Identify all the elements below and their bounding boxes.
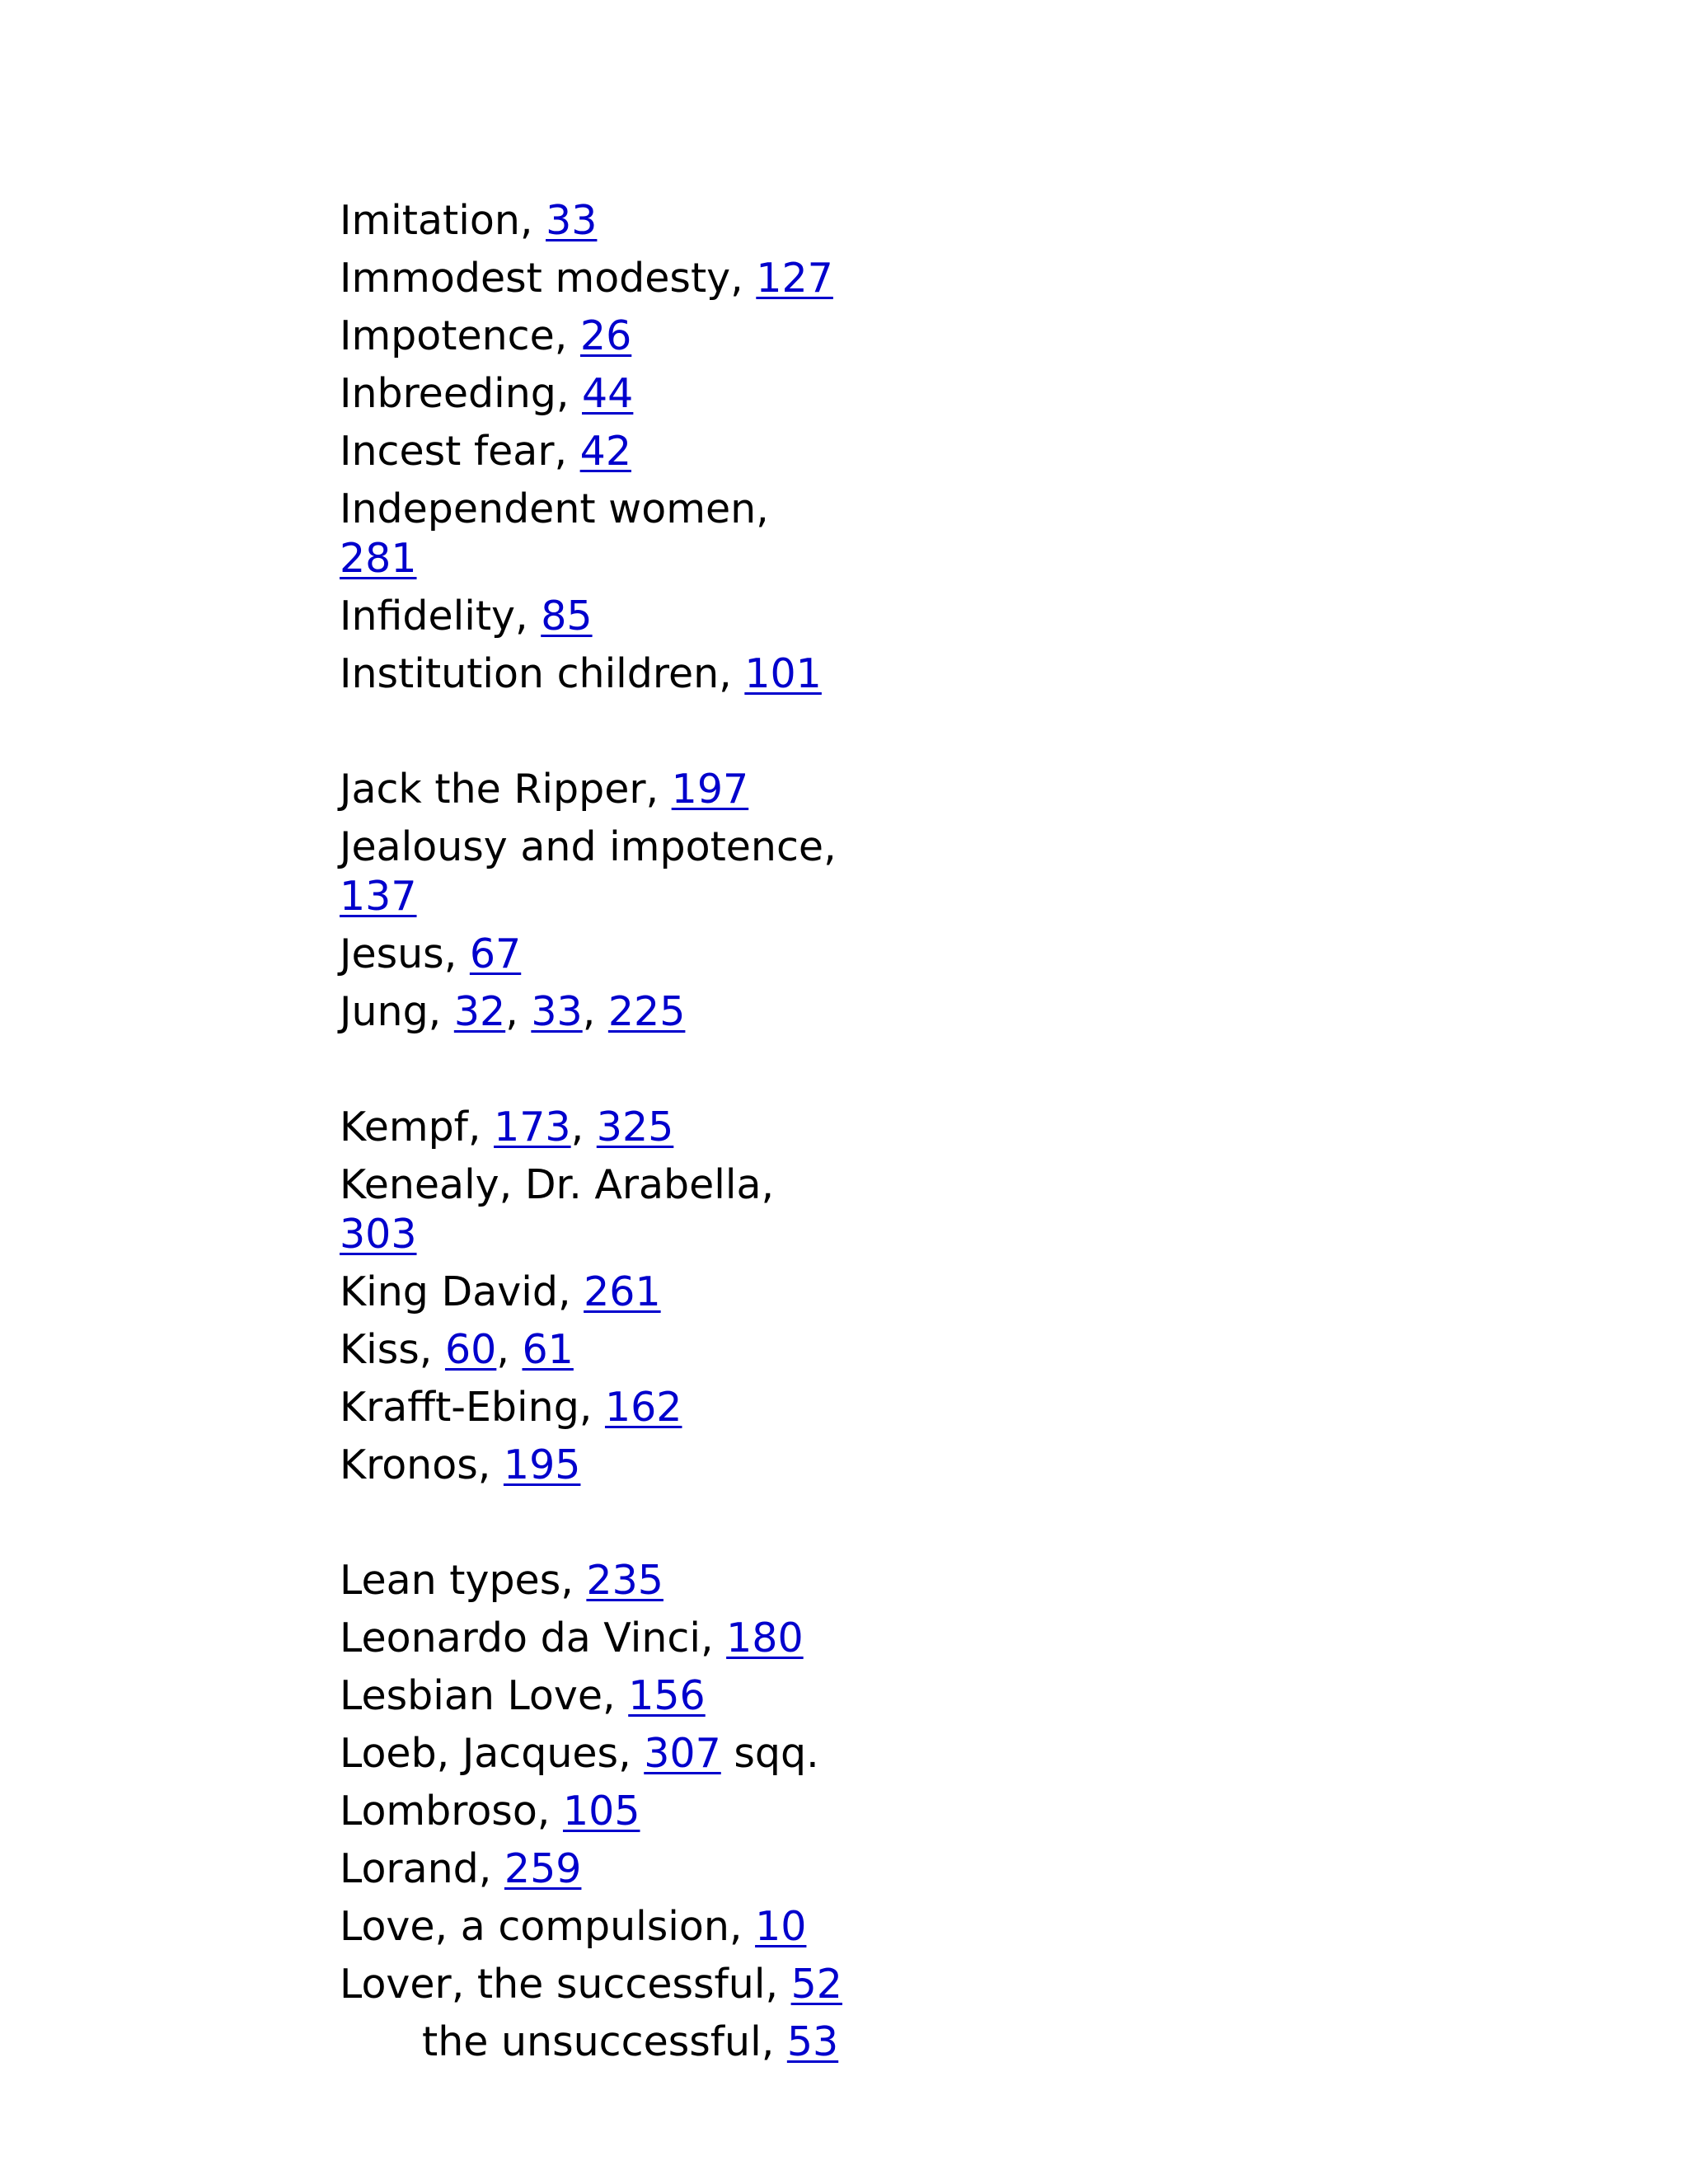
index-entry — [340, 930, 842, 979]
index-group — [340, 765, 842, 1037]
index-entry — [340, 649, 842, 699]
page-ref-link[interactable]: 101 — [744, 650, 822, 697]
index-term: Jack the Ripper, — [340, 766, 672, 813]
index-term: the unsuccessful, — [422, 2018, 787, 2065]
page-ref-link[interactable]: 156 — [628, 1672, 706, 1719]
ref-separator: , — [582, 988, 608, 1035]
ref-separator: , — [496, 1326, 523, 1373]
index-term: Jesus, — [340, 930, 470, 977]
index-term: Leonardo da Vinci, — [340, 1615, 727, 1661]
index-term: King David, — [340, 1268, 584, 1315]
index-suffix: sqq. — [720, 1730, 819, 1777]
ref-separator: , — [570, 1104, 597, 1151]
page-ref-link[interactable]: 26 — [579, 312, 632, 359]
index-entry — [340, 1729, 842, 1779]
index-entry — [340, 1671, 842, 1721]
page-ref-link[interactable]: 60 — [444, 1326, 497, 1373]
page-ref-link[interactable]: 85 — [541, 593, 593, 640]
index-entry — [340, 312, 842, 361]
index-term: Kempf, — [340, 1104, 495, 1151]
index-entry — [340, 765, 842, 814]
page-ref-link[interactable]: 61 — [522, 1326, 574, 1373]
index-term: Lesbian Love, — [340, 1672, 629, 1719]
page-ref-link[interactable]: 162 — [604, 1384, 682, 1431]
index-term: Incest fear, — [340, 428, 580, 475]
index-entry — [340, 1160, 842, 1259]
page-ref-link[interactable]: 307 — [644, 1730, 721, 1777]
page-ref-link[interactable]: 137 — [340, 873, 417, 920]
index-term: Kiss, — [340, 1326, 445, 1373]
index-entry — [340, 196, 842, 246]
page-ref-link[interactable]: 325 — [596, 1104, 674, 1151]
index-term: Lombroso, — [340, 1788, 563, 1835]
index-term: Loeb, Jacques, — [340, 1730, 645, 1777]
page-ref-link[interactable]: 173 — [494, 1104, 571, 1151]
page-ref-link[interactable]: 235 — [586, 1557, 663, 1604]
index-term: Imitation, — [340, 197, 546, 244]
index-entry — [340, 254, 842, 303]
page-ref-link[interactable]: 53 — [786, 2018, 839, 2065]
page-ref-link[interactable]: 33 — [546, 197, 598, 244]
page-ref-link[interactable]: 33 — [531, 988, 583, 1035]
index-term: Inbreeding, — [340, 370, 582, 417]
index-term: Lorand, — [340, 1845, 504, 1892]
page-ref-link[interactable]: 195 — [503, 1441, 581, 1488]
page-ref-link[interactable]: 42 — [579, 428, 631, 475]
index-term: Institution children, — [340, 650, 745, 697]
index-entry — [340, 1902, 842, 1952]
page-ref-link[interactable]: 197 — [671, 766, 749, 813]
index-entry — [340, 1614, 842, 1663]
index-group — [340, 1556, 842, 2067]
index-term: Jealousy and impotence, — [340, 823, 837, 870]
ref-separator: , — [505, 988, 532, 1035]
index-entry — [340, 1556, 842, 1605]
index-entry — [340, 1268, 842, 1317]
page-ref-link[interactable]: 225 — [607, 988, 686, 1035]
page-ref-link[interactable]: 67 — [469, 930, 522, 977]
page-ref-link[interactable]: 105 — [562, 1788, 640, 1835]
index-term: Impotence, — [340, 312, 580, 359]
index-subentry — [340, 2018, 842, 2067]
page-ref-link[interactable]: 303 — [340, 1211, 417, 1258]
index-term: Immodest modesty, — [340, 255, 757, 302]
index-entry — [340, 1787, 842, 1836]
index-entry — [340, 427, 842, 476]
index-term: Kenealy, Dr. Arabella, — [340, 1161, 775, 1208]
index-entry — [340, 1441, 842, 1490]
page-ref-link[interactable]: 127 — [756, 255, 833, 302]
index-term: Independent women, — [340, 485, 769, 532]
page-ref-link[interactable]: 261 — [584, 1268, 661, 1315]
index-entry — [340, 485, 842, 583]
index-entry — [340, 1103, 842, 1152]
index-term: Lean types, — [340, 1557, 587, 1604]
page-ref-link[interactable]: 10 — [755, 1903, 807, 1950]
index-entry — [340, 1383, 842, 1432]
page-ref-link[interactable]: 281 — [340, 535, 417, 582]
index-entry — [340, 987, 842, 1037]
index-term: Kronos, — [340, 1441, 504, 1488]
page-ref-link[interactable]: 44 — [582, 370, 634, 417]
page-ref-link[interactable]: 32 — [453, 988, 506, 1035]
index-term: Lover, the successful, — [340, 1961, 791, 2008]
index-entry — [340, 592, 842, 641]
index-entry — [340, 1325, 842, 1375]
index-term: Krafft-Ebing, — [340, 1384, 605, 1431]
index-list — [340, 196, 842, 2075]
page-ref-link[interactable]: 259 — [504, 1845, 582, 1892]
index-term: Love, a compulsion, — [340, 1903, 756, 1950]
page-ref-link[interactable]: 180 — [726, 1615, 804, 1661]
page-ref-link[interactable]: 52 — [790, 1961, 842, 2008]
index-entry — [340, 369, 842, 419]
index-group — [340, 196, 842, 699]
index-term: Jung, — [340, 988, 454, 1035]
index-entry — [340, 1960, 842, 2009]
index-entry — [340, 1844, 842, 1894]
index-group — [340, 1103, 842, 1490]
index-entry — [340, 823, 842, 921]
index-term: Infidelity, — [340, 593, 542, 640]
